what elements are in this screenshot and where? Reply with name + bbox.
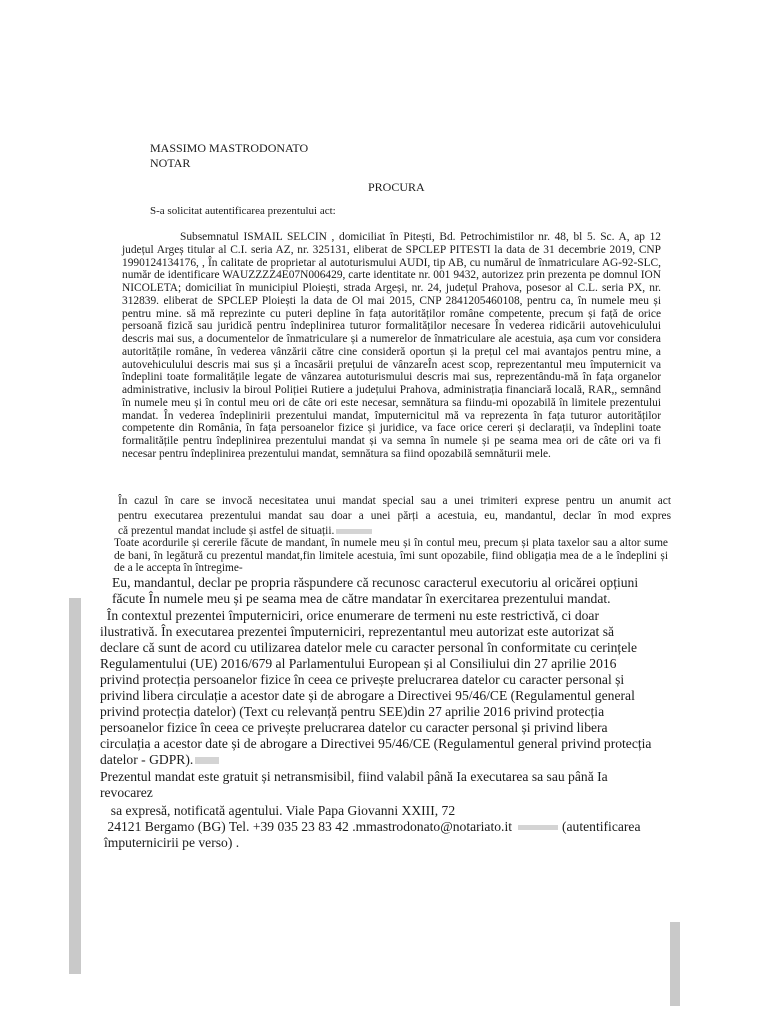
address-line: (autentificarea (562, 819, 641, 834)
text-line: privind protecția datelor) (Text cu relevanță pentru SEE)din 27 aprilie 2016 privind protecția (100, 704, 605, 719)
address-line: 24121 Bergamo (BG) Tel. +39 035 23 83 42 .mmastrodonato@notariato.it (104, 819, 512, 834)
text-line: declare că sunt de acord cu utilizarea datelor mele cu caracter personal în conformitate cu cerințele (100, 640, 638, 655)
scan-edge-shadow (670, 922, 680, 1006)
text-line: că prezentul mandat include și astfel de situații. (118, 525, 335, 537)
gdpr-paragraph (100, 608, 680, 768)
text-line: privind protecția persoanelor fizice în ceea ce privește prelucrarea datelor cu caracter personal și (100, 672, 625, 687)
text-line: Prezentul mandat este gratuit și netransmisibil, fiind valabil până Ia executarea sa sau până Ia (100, 769, 608, 784)
redaction-mark (195, 757, 219, 764)
text-line: datelor - GDPR). (100, 752, 194, 767)
text-line: făcute În numele meu și pe seama mea de către mandatar în exercitarea prezentului mandat. (112, 591, 611, 606)
text-line: Eu, mandantul, declar pe propria răspundere că recunosc caracterul executoriu al oricărei opțiuni (112, 575, 639, 590)
text-line: revocarez (100, 785, 153, 800)
text-line: Regulamentului (UE) 2016/679 al Parlamentului European și al Consiliului din 27 aprilie 2016 (100, 656, 617, 671)
text-line: pentru executarea prezentului mandat sau doar a unei părți a acestuia, eu, mandantul, declar în mod expres (118, 510, 671, 522)
declaration-paragraph (112, 575, 672, 607)
text-line: persoanelor fizice în ceea ce privește prelucrarea datelor cu caracter personal și privind libera (100, 720, 608, 735)
text-line: privind libera circulație a acestor date și de abrogare a Directivei 95/46/CE (Regulamentul general (100, 688, 635, 703)
address-line: împuternicirii pe verso) . (104, 835, 240, 850)
redaction-mark (518, 825, 558, 830)
notary-address-block (104, 803, 694, 851)
document-title: PROCURA (368, 180, 425, 194)
address-line: sa expresă, notificată agentului. Viale Papa Giovanni XXIII, 72 (104, 803, 456, 818)
redaction-mark (336, 529, 372, 534)
scan-edge-shadow (69, 598, 81, 974)
text-line: În cazul în care se invocă necesitatea unui mandat special sau a unei trimiteri exprese pentru un anumit act (118, 495, 671, 507)
text-line: circulația a acestor date și de abrogare a Directivei 95/46/CE (Regulamentul general privind protecția (100, 736, 652, 751)
notary-title: NOTAR (150, 156, 191, 170)
agreements-paragraph: Toate acordurile și cererile făcute de mandant, în numele meu și în contul meu, precum și plata taxelor sau a altor sume de bani, în legătură cu prezentul mandat,fin limitele acestuia, îmi sunt opozabile, fiind obligația mea de a le îndeplini și de a le accepta în întregime- (114, 537, 668, 574)
intro-line: S-a solicitat autentificarea prezentului act: (150, 205, 336, 217)
special-mandate-paragraph (118, 494, 671, 539)
text-line: ilustrativă. În executarea prezentei împuterniciri, reprezentantul meu autorizat este autorizat să (100, 624, 615, 639)
text-line: În contextul prezentei împuterniciri, orice enumerare de termeni nu este restrictivă, ci doar (100, 608, 599, 623)
main-paragraph: Subsemnatul ISMAIL SELCIN , domiciliat în Pitești, Bd. Petrochimistilor nr. 48, bl 5. Sc. A, ap 12 județul Argeș titular al C.I. seria AZ, nr. 325131, eliberat de SPCLEP PITESTI la data de 31 decembrie 2019, CNP 1990124134176, , În calitate de proprietar al autoturismului AUDI, tip AB, cu numărul de înmatriculare AG-92-SLC, număr de identificare WAUZZZZ4E07N006429, carte identitate nr. 001 9432, autorizez prin prezenta pe domnul ION NICOLETA; domiciliat în municipiul Ploiești, strada Argeși, nr. 24, județul Prahova, posesor al C.L. seria PX, nr. 312839. eliberat de SPCLEP Ploiești la data de Ol mai 2015, CNP 2841205460108, pentru ca, în numele meu și pentru mine. să mă reprezinte cu puteri depline în fața autorităților române competente, precum și față de orice persoană fizică sau juridică pentru îndeplinirea tuturor formalităților necesare În vederea ridicării autovehiculului descris mai sus, a documentelor de înmatriculare și a numerelor de înmatriculare ale acestuia, așa cum vor considera autoritățile române, în vederea vânzării către cine consideră oportun și la prețul cel mai avantajos pentru mine, a autovehiculului descris mai sus și a încasării prețului de vânzareÎn acest scop, reprezentantul meu împuternicit va îndeplini toate formalitățile legate de vânzarea autoturismului descris mai sus, reprezentându-mă în fața organelor administrative, inclusiv la biroul Poliției Rutiere a județului Prahova, administrația financiară locală, RAR,, semnând în numele meu și în contul meu ori de câte ori este necesar, semnătura sa fiindu-mi opozabilă în limitele prezentului mandat. În vederea îndeplinirii prezentului mandat, împuternicitul mă va reprezenta în fața tuturor autorităților competente din România, în fața persoanelor fizice și juridice, va face orice cereri și declarații, va îndeplini toate formalitățile pentru îndeplinirea prezentului mandat și va semna în numele și pe seama mea ori de câte ori va fi necesar pentru îndeplinirea prezentului mandat, semnătura sa fiind opozabilă semnăturii mele. (122, 231, 661, 460)
free-mandate-paragraph (100, 769, 680, 801)
notary-name: MASSIMO MASTRODONATO (150, 141, 309, 155)
